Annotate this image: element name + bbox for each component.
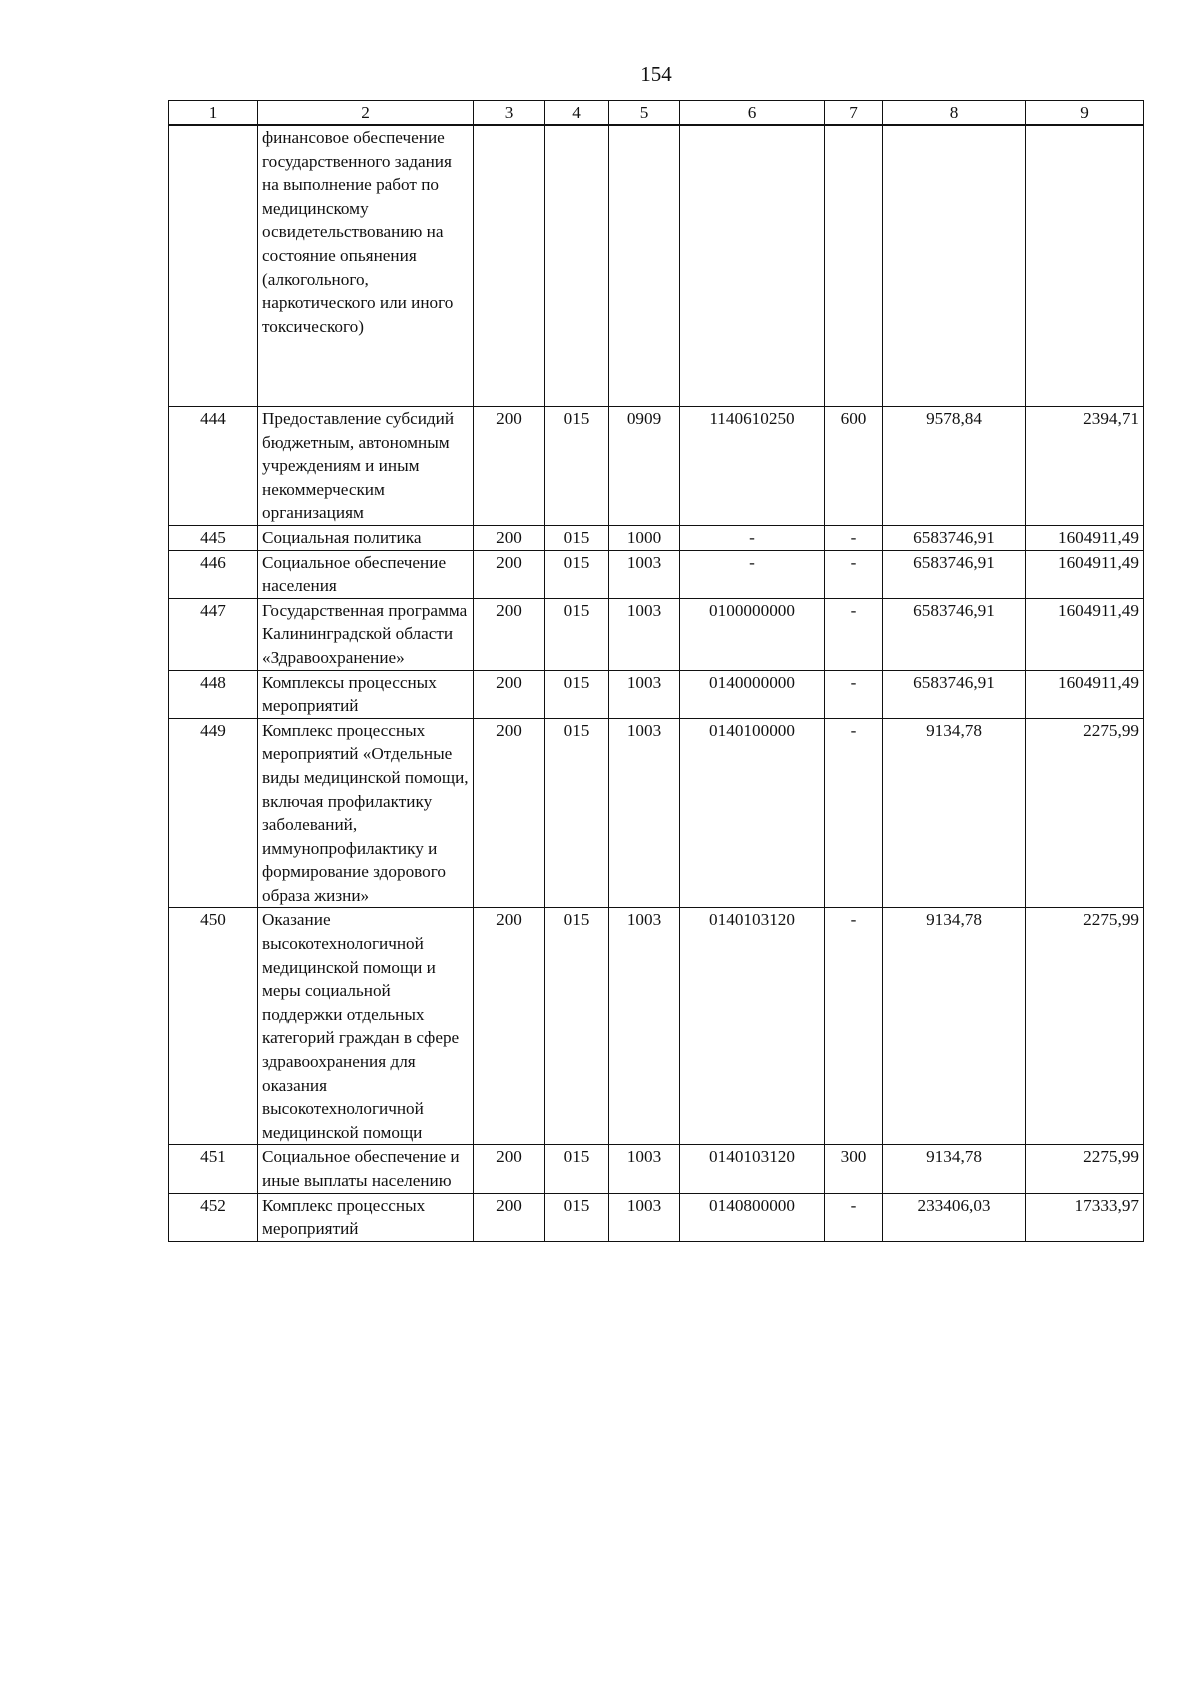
table-row — [169, 908, 1144, 1145]
cell-col6: 0100000000 — [680, 598, 825, 670]
cell-col3: 200 — [474, 550, 545, 598]
cell-number: 447 — [169, 598, 258, 670]
cell-col4: 015 — [545, 525, 609, 550]
cell-col6: 0140103120 — [680, 1145, 825, 1193]
cell-col9: 1604911,49 — [1026, 670, 1144, 718]
cell-name: Государственная программа Калининградской области «Здравоохранение» — [258, 598, 474, 670]
cell-col9: 1604911,49 — [1026, 598, 1144, 670]
cell-col3: 200 — [474, 407, 545, 526]
continuation-row — [169, 125, 1144, 407]
table-row — [169, 670, 1144, 718]
cell-col6: 0140000000 — [680, 670, 825, 718]
cell-name: Социальное обеспечение населения — [258, 550, 474, 598]
page-number: 154 — [640, 62, 672, 86]
cell-col9 — [1026, 125, 1144, 407]
cell-col4: 015 — [545, 598, 609, 670]
cell-col3: 200 — [474, 525, 545, 550]
budget-table — [168, 100, 1144, 1242]
table-row — [169, 598, 1144, 670]
cell-col6: - — [680, 525, 825, 550]
cell-number — [169, 125, 258, 407]
cell-col4: 015 — [545, 670, 609, 718]
table-row — [169, 525, 1144, 550]
cell-col3: 200 — [474, 598, 545, 670]
cell-col9: 2275,99 — [1026, 1145, 1144, 1193]
cell-col4: 015 — [545, 1145, 609, 1193]
column-header: 2 — [258, 101, 474, 126]
column-header: 9 — [1026, 101, 1144, 126]
cell-col5: 1003 — [609, 1145, 680, 1193]
cell-col8: 9578,84 — [883, 407, 1026, 526]
cell-col7: - — [825, 718, 883, 908]
cell-col5: 1003 — [609, 550, 680, 598]
cell-col9: 2275,99 — [1026, 718, 1144, 908]
cell-col8: 6583746,91 — [883, 670, 1026, 718]
cell-col7: - — [825, 525, 883, 550]
column-header: 3 — [474, 101, 545, 126]
cell-col9: 17333,97 — [1026, 1193, 1144, 1241]
cell-col5: 1003 — [609, 908, 680, 1145]
cell-col8: 6583746,91 — [883, 525, 1026, 550]
cell-col6: 0140103120 — [680, 908, 825, 1145]
table-row — [169, 1145, 1144, 1193]
cell-col8 — [883, 125, 1026, 407]
cell-col9: 2275,99 — [1026, 908, 1144, 1145]
cell-col3: 200 — [474, 908, 545, 1145]
cell-name: Комплекс процессных мероприятий — [258, 1193, 474, 1241]
cell-name: Комплекс процессных мероприятий «Отдельные виды медицинской помощи, включая профилактику заболеваний, иммунопрофилактику и формирование здорового образа жизни» — [258, 718, 474, 908]
cell-col8: 233406,03 — [883, 1193, 1026, 1241]
cell-number: 450 — [169, 908, 258, 1145]
cell-col5: 1003 — [609, 598, 680, 670]
cell-col3 — [474, 125, 545, 407]
cell-col5: 1000 — [609, 525, 680, 550]
cell-col7: - — [825, 598, 883, 670]
cell-number: 449 — [169, 718, 258, 908]
cell-col6: 0140100000 — [680, 718, 825, 908]
cell-col4: 015 — [545, 1193, 609, 1241]
cell-col3: 200 — [474, 1193, 545, 1241]
cell-col9: 1604911,49 — [1026, 525, 1144, 550]
header-row — [169, 101, 1144, 126]
cell-col7: 600 — [825, 407, 883, 526]
cell-number: 446 — [169, 550, 258, 598]
cell-col7 — [825, 125, 883, 407]
cell-col7: - — [825, 1193, 883, 1241]
cell-col8: 9134,78 — [883, 1145, 1026, 1193]
cell-col8: 9134,78 — [883, 718, 1026, 908]
cell-col4: 015 — [545, 407, 609, 526]
cell-col5 — [609, 125, 680, 407]
cell-col5: 1003 — [609, 718, 680, 908]
cell-col7: - — [825, 550, 883, 598]
cell-number: 451 — [169, 1145, 258, 1193]
cell-col7: - — [825, 670, 883, 718]
cell-col4 — [545, 125, 609, 407]
cell-name: Социальное обеспечение и иные выплаты населению — [258, 1145, 474, 1193]
table-row — [169, 718, 1144, 908]
cell-col9: 1604911,49 — [1026, 550, 1144, 598]
column-header: 6 — [680, 101, 825, 126]
cell-number: 445 — [169, 525, 258, 550]
cell-col3: 200 — [474, 670, 545, 718]
cell-col5: 1003 — [609, 1193, 680, 1241]
cell-col8: 6583746,91 — [883, 598, 1026, 670]
cell-name: Предоставление субсидий бюджетным, автономным учреждениям и иным некоммерческим организациям — [258, 407, 474, 526]
cell-col3: 200 — [474, 718, 545, 908]
table-row — [169, 1193, 1144, 1241]
cell-col7: 300 — [825, 1145, 883, 1193]
cell-col5: 1003 — [609, 670, 680, 718]
cell-number: 452 — [169, 1193, 258, 1241]
cell-col4: 015 — [545, 718, 609, 908]
cell-col7: - — [825, 908, 883, 1145]
column-header: 1 — [169, 101, 258, 126]
cell-number: 444 — [169, 407, 258, 526]
cell-col3: 200 — [474, 1145, 545, 1193]
column-header: 4 — [545, 101, 609, 126]
cell-col6: 0140800000 — [680, 1193, 825, 1241]
cell-col8: 9134,78 — [883, 908, 1026, 1145]
cell-col9: 2394,71 — [1026, 407, 1144, 526]
cell-name: финансовое обеспечение государственного задания на выполнение работ по медицинскому освидетельствованию на состояние опьянения (алкогольного, наркотического или иного токсического) — [258, 125, 474, 407]
column-header: 7 — [825, 101, 883, 126]
cell-col5: 0909 — [609, 407, 680, 526]
column-header: 8 — [883, 101, 1026, 126]
cell-name: Социальная политика — [258, 525, 474, 550]
cell-name: Комплексы процессных мероприятий — [258, 670, 474, 718]
cell-number: 448 — [169, 670, 258, 718]
cell-col6 — [680, 125, 825, 407]
cell-col4: 015 — [545, 550, 609, 598]
table-row — [169, 550, 1144, 598]
table-row — [169, 407, 1144, 526]
cell-col4: 015 — [545, 908, 609, 1145]
cell-col6: - — [680, 550, 825, 598]
cell-col6: 1140610250 — [680, 407, 825, 526]
cell-col8: 6583746,91 — [883, 550, 1026, 598]
column-header: 5 — [609, 101, 680, 126]
cell-name: Оказание высокотехнологичной медицинской помощи и меры социальной поддержки отдельных категорий граждан в сфере здравоохранения для оказания высокотехнологичной медицинской помощи — [258, 908, 474, 1145]
